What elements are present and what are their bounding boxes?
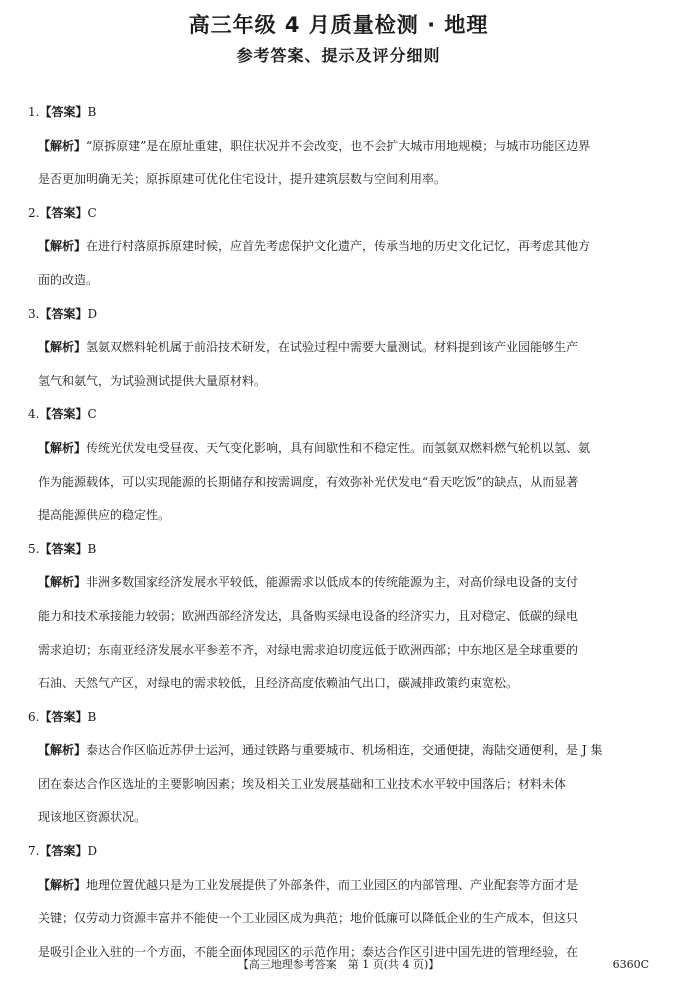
analysis-text: 泰达合作区临近苏伊士运河，通过铁路与重要城市、机场相连，交通便捷，海陆交通便利，是 J 集 — [86, 743, 603, 758]
answer-value: C — [87, 205, 97, 220]
question-number: 2. — [28, 205, 40, 220]
analysis-text: 氢气和氨气，为试验测试提供大量原材料。 — [38, 373, 267, 388]
analysis-text: 需求迫切；东南亚经济发展水平参差不齐，对绿电需求迫切度远低于欧洲西部；中东地区是全球重要的 — [38, 642, 579, 657]
analysis-line — [28, 600, 654, 634]
analysis-label: 【解析】 — [38, 340, 87, 355]
analysis-line — [28, 667, 654, 701]
question-number: 4. — [28, 407, 40, 422]
question-number: 6. — [28, 709, 40, 724]
analysis-line — [28, 566, 654, 600]
analysis-text: 团在泰达合作区选址的主要影响因素；埃及相关工业发展基础和工业技术水平较中国落后；材料未体 — [38, 776, 567, 791]
answer-label: 【答案】 — [39, 205, 88, 220]
question-number: 3. — [28, 306, 40, 321]
answer-list — [28, 96, 654, 969]
analysis-line — [28, 365, 654, 399]
answer-value: B — [87, 709, 97, 724]
answer-label: 【答案】 — [39, 105, 88, 119]
analysis-text: 氢氨双燃料轮机属于前沿技术研发，在试验过程中需要大量测试。材料提到该产业园能够生产 — [86, 340, 579, 355]
analysis-line — [28, 432, 654, 466]
answer-line — [28, 398, 654, 432]
answer-line — [28, 701, 654, 735]
answer-label: 【答案】 — [39, 306, 88, 321]
analysis-line — [28, 466, 654, 500]
question-block — [28, 197, 654, 298]
question-block — [28, 533, 654, 701]
answer-value: B — [87, 541, 97, 556]
answer-label: 【答案】 — [39, 541, 88, 556]
answer-line — [28, 835, 654, 869]
analysis-line — [28, 902, 654, 936]
analysis-line — [28, 163, 654, 197]
analysis-line — [28, 801, 654, 835]
question-number: 1. — [28, 105, 40, 119]
analysis-line — [28, 130, 654, 164]
analysis-text: 提高能源供应的稳定性。 — [38, 508, 171, 523]
analysis-text: 在进行村落原拆原建时候，应首先考虑保护文化遗产，传承当地的历史文化记忆，再考虑其他方 — [86, 239, 591, 254]
analysis-line — [28, 264, 654, 298]
analysis-text: 是吸引企业入驻的一个方面，不能全面体现园区的示范作用；泰达合作区引进中国先进的管理经验，在 — [38, 944, 579, 959]
answer-value: C — [87, 407, 97, 422]
question-block — [28, 96, 654, 197]
analysis-text: “原拆原建”是在原址重建，职住状况并不会改变，也不会扩大城市用地规模；与城市功能区边界 — [86, 138, 591, 153]
analysis-text: 地理位置优越只是为工业发展提供了外部条件，而工业园区的内部管理、产业配套等方面才是 — [86, 877, 579, 892]
analysis-text: 石油、天然气产区，对绿电的需求较低，且经济高度依赖油气出口，碳减排政策约束宽松。 — [38, 676, 519, 691]
question-block — [28, 835, 654, 969]
analysis-line — [28, 768, 654, 802]
answer-line — [28, 298, 654, 332]
answer-label: 【答案】 — [39, 709, 88, 724]
question-block — [28, 701, 654, 835]
question-block — [28, 398, 654, 532]
footer-exam-code: 6360C — [612, 958, 649, 971]
question-block — [28, 298, 654, 399]
footer-page-info: 【高三地理参考答案 第 1 页(共 4 页)】 — [237, 958, 440, 971]
analysis-text: 非洲多数国家经济发展水平较低，能源需求以低成本的传统能源为主，对高价绿电设备的支付 — [86, 575, 579, 590]
analysis-label: 【解析】 — [38, 239, 87, 254]
analysis-line — [28, 734, 654, 768]
analysis-text: 现该地区资源状况。 — [38, 810, 147, 825]
answer-line — [28, 197, 654, 231]
analysis-text: 是否更加明确无关；原拆原建可优化住宅设计，提升建筑层数与空间利用率。 — [38, 172, 447, 187]
answer-value: D — [87, 844, 98, 859]
answer-line — [28, 96, 654, 130]
analysis-label: 【解析】 — [38, 877, 87, 892]
analysis-text: 传统光伏发电受昼夜、天气变化影响，具有间歇性和不稳定性。而氢氨双燃料燃气轮机以氢、氨 — [86, 440, 591, 455]
answer-value: B — [87, 105, 97, 119]
analysis-text: 关键；仅劳动力资源丰富并不能使一个工业园区成为典范；地价低廉可以降低企业的生产成本，但这只 — [38, 911, 579, 926]
answer-label: 【答案】 — [39, 844, 88, 859]
analysis-text: 作为能源载体，可以实现能源的长期储存和按需调度，有效弥补光伏发电“看天吃饭”的缺点，从而显著 — [38, 474, 579, 489]
question-number: 7. — [28, 844, 40, 859]
analysis-text: 面的改造。 — [38, 272, 99, 287]
analysis-label: 【解析】 — [38, 440, 87, 455]
analysis-line — [28, 331, 654, 365]
analysis-label: 【解析】 — [38, 575, 87, 590]
analysis-label: 【解析】 — [38, 138, 87, 153]
answer-value: D — [87, 306, 98, 321]
analysis-label: 【解析】 — [38, 743, 87, 758]
question-number: 5. — [28, 541, 40, 556]
answer-line — [28, 533, 654, 567]
page-subtitle: 参考答案、提示及评分细则 — [236, 46, 441, 65]
answer-label: 【答案】 — [39, 407, 88, 422]
analysis-line — [28, 634, 654, 668]
analysis-text: 能力和技术承接能力较弱；欧洲西部经济发达，具备购买绿电设备的经济实力，且对稳定、低碳的绿电 — [38, 608, 579, 623]
analysis-line — [28, 499, 654, 533]
analysis-line — [28, 230, 654, 264]
analysis-line — [28, 869, 654, 903]
page-title: 高三年级 4 月质量检测 · 地理 — [188, 13, 489, 37]
